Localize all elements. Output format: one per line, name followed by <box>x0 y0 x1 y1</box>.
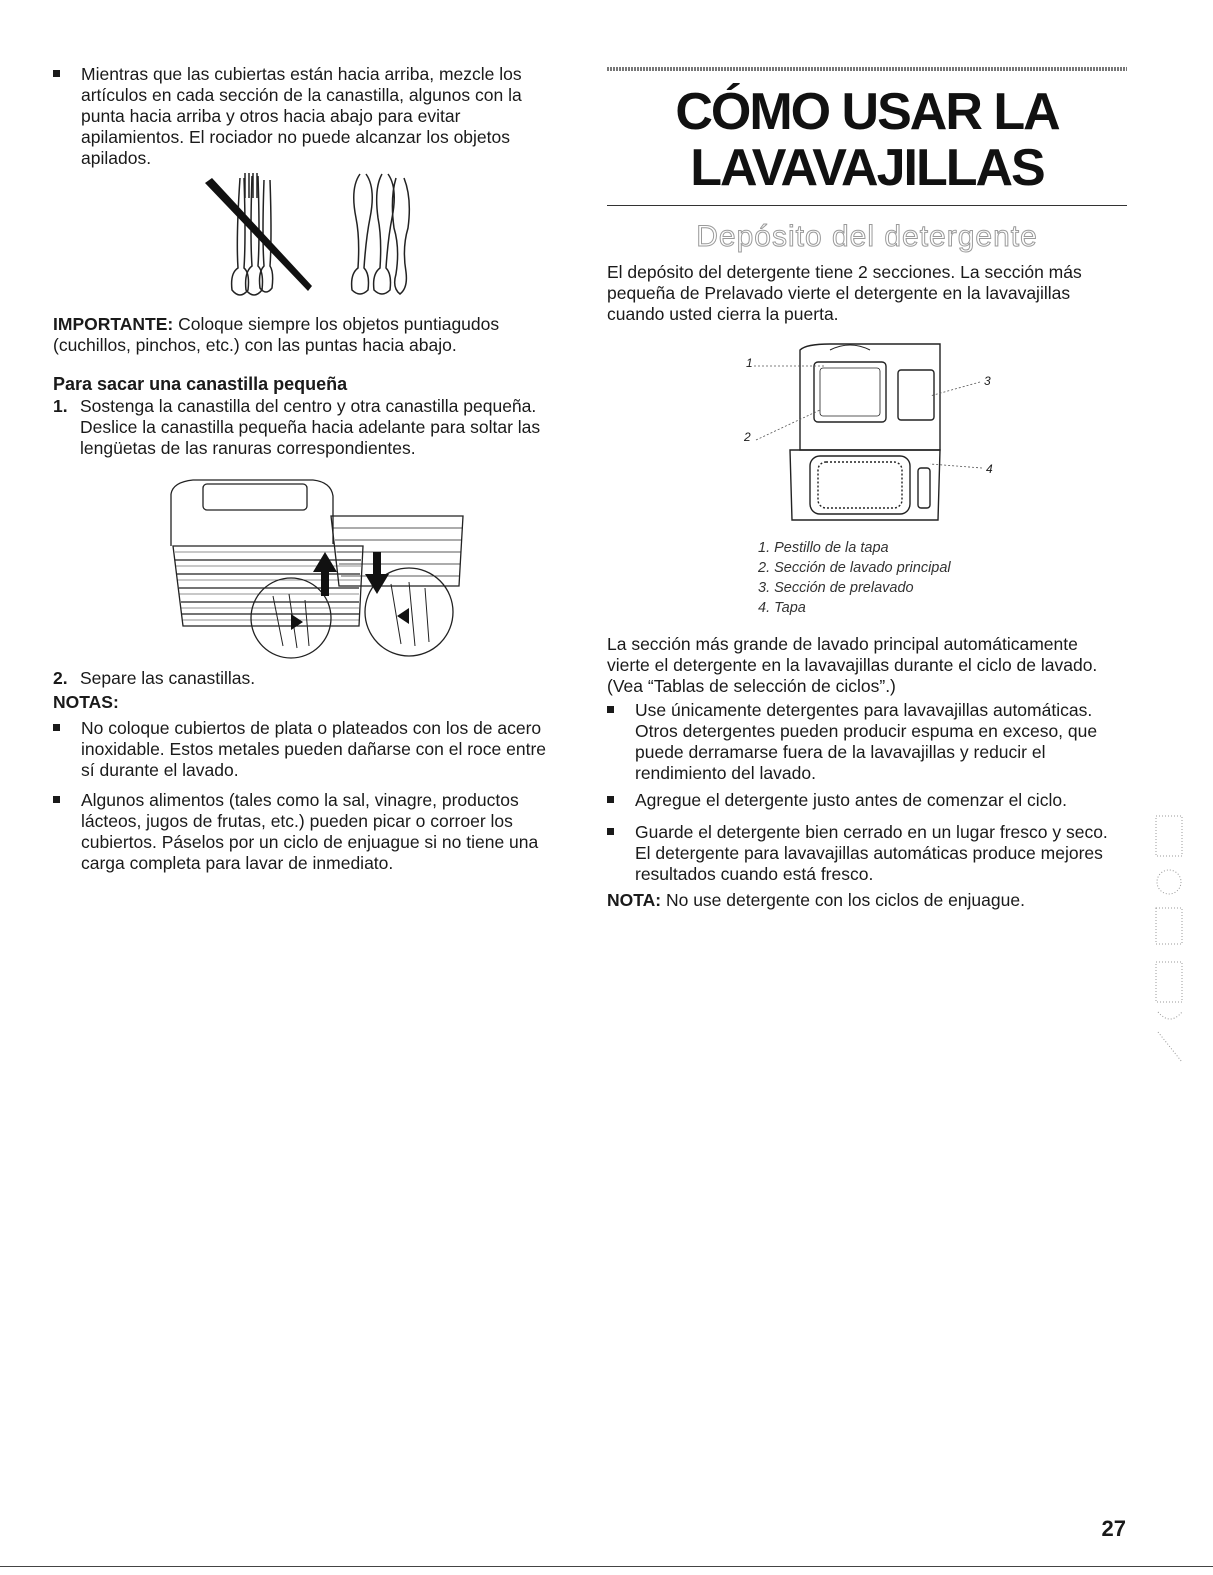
important-note <box>53 314 553 356</box>
important-label: IMPORTANTE: <box>53 314 174 334</box>
bullet-text: Agregue el detergente justo antes de comenzar el ciclo. <box>635 790 1067 810</box>
paragraph: La sección más grande de lavado principal automáticamente vierte el detergente en la lavavajillas durante el ciclo de lavado. (Vea “Tablas de selección de ciclos”.) <box>607 634 1098 696</box>
subheading: Para sacar una canastilla pequeña <box>53 374 348 394</box>
title-line: CÓMO USAR LA <box>675 83 1059 141</box>
notes-label: NOTAS: <box>53 692 119 712</box>
callout-3: 3 <box>984 374 991 388</box>
bullet-icon <box>53 724 60 731</box>
bottom-rule <box>0 1566 1213 1567</box>
caption-item: 3. Sección de prelavado <box>758 580 914 596</box>
bullet-text: No coloque cubiertos de plata o plateados con los de acero inoxidable. Estos metales pueden dañarse con el roce entre sí durante el lavado. <box>81 718 547 780</box>
bullet-text: Algunos alimentos (tales como la sal, vinagre, productos lácteos, jugos de frutas, etc.) pueden picar o corroer los cubiertos. Páselos por un ciclo de enjuague si no tiene una carga completa para lavar de inmediato. <box>81 790 539 873</box>
important-text: Coloque siempre los objetos puntiagudos (cuchillos, pinchos, etc.) con las puntas hacia abajo. <box>53 314 500 355</box>
bullet-icon <box>607 706 614 713</box>
caption-item: 2. Sección de lavado principal <box>758 560 951 576</box>
step-number: 2. <box>53 668 68 688</box>
step-number: 1. <box>53 396 68 416</box>
bullet-icon <box>53 70 60 77</box>
note <box>607 890 1112 911</box>
note-text: No use detergente con los ciclos de enjuague. <box>661 890 1025 910</box>
side-scan-artifact <box>1150 812 1190 1072</box>
bullet-icon <box>53 796 60 803</box>
intro-paragraph: El depósito del detergente tiene 2 secciones. La sección más pequeña de Prelavado vierte el detergente en la lavavajillas cuando usted cierra la puerta. <box>607 262 1082 324</box>
callout-2: 2 <box>744 430 751 444</box>
bullet-text: Guarde el detergente bien cerrado en un lugar fresco y seco. El detergente para lavavajillas automáticas produce mejores resultados cuando está fresco. <box>635 822 1108 884</box>
caption-item: 1. Pestillo de la tapa <box>758 540 889 556</box>
step-text: Sostenga la canastilla del centro y otra canastilla pequeña. Deslice la canastilla pequeña hacia adelante para soltar las lengüetas de las ranuras correspondientes. <box>80 396 541 458</box>
basket-illustration <box>163 476 483 662</box>
divider <box>607 205 1127 206</box>
title-line: LAVAVAJILLAS <box>690 139 1044 197</box>
callout-4: 4 <box>986 462 993 476</box>
bullet-icon <box>607 796 614 803</box>
page-number: 27 <box>1101 1516 1126 1541</box>
step-text: Separe las canastillas. <box>80 668 256 688</box>
bullet-text: Mientras que las cubiertas están hacia arriba, mezcle los artículos en cada sección de la canastilla, algunos con la punta hacia arriba y otros hacia abajo para evitar apilamientos. El rociador no puede alcanzar los objetos apilados. <box>81 64 522 168</box>
bullet-text: Use únicamente detergentes para lavavajillas automáticas. Otros detergentes pueden producir espuma en exceso, que puede derramarse fuera de la lavavajillas y reducir el rendimiento del lavado. <box>635 700 1098 783</box>
note-label: NOTA: <box>607 890 662 910</box>
step-2 <box>53 668 558 690</box>
callout-1: 1 <box>746 356 753 370</box>
page-title <box>607 84 1127 196</box>
dispenser-diagram <box>740 340 1000 525</box>
caption-item: 4. Tapa <box>758 600 806 616</box>
bullet-icon <box>607 828 614 835</box>
top-dotted-rule <box>607 67 1127 71</box>
cutlery-illustration <box>200 168 430 300</box>
step-1 <box>53 396 558 466</box>
section-title: Depósito del detergente <box>696 220 1038 253</box>
